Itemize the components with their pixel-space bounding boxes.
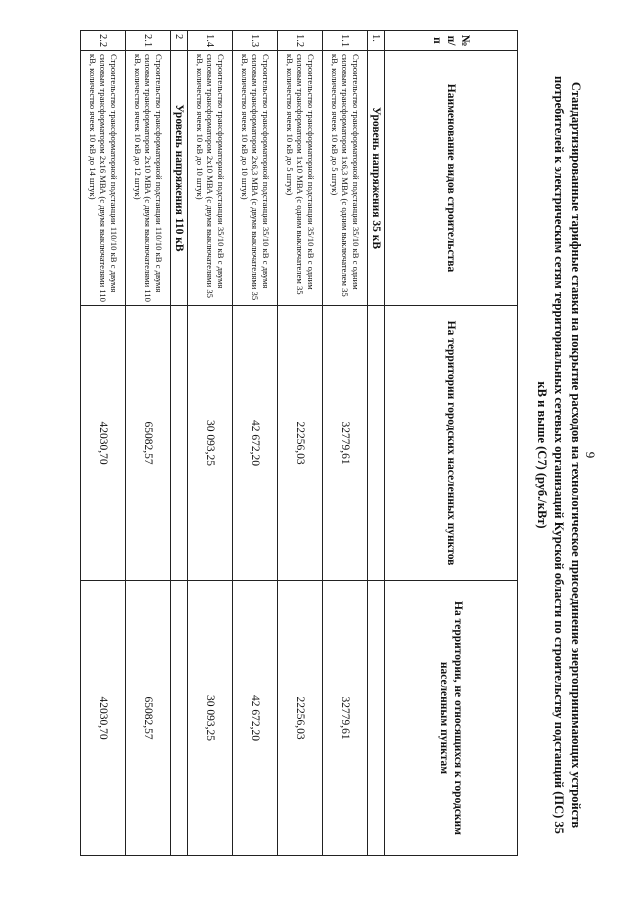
row-num: 1.3 — [233, 31, 278, 51]
document-title: Стандартизированные тарифные ставки на покрытие расходов на технологическое присоединение энергопринимающих устройств потребителей к электрическим сетям территориальных сетевых организаций Курской области по строительству подстанций (ПС) 35 кВ и выше (С7) (руб./кВт) — [535, 76, 583, 834]
row-name: Строительство трансформаторной подстанции 35/10 кВ с одним силовым трансформатором 1х6,3 МВА (с одним выключателем 35 кВ, количество ячеек 10 кВ до 5 штук) — [323, 51, 368, 306]
row-urban-value: 30 093,25 — [188, 306, 233, 581]
row-num: 2.2 — [81, 31, 126, 51]
row-name: Строительство трансформаторной подстанции 35/10 кВ с двумя силовым трансформатором 2х10 МВА (с двумя выключателями 35 кВ, количество ячеек 10 кВ до 10 штук) — [188, 51, 233, 306]
section-row — [171, 31, 188, 856]
row-nonurban-value: 30 093,25 — [188, 581, 233, 856]
row-nonurban-value: 32779,61 — [323, 581, 368, 856]
table-row — [323, 31, 368, 856]
row-urban-value: 42 672,20 — [233, 306, 278, 581]
row-urban-value: 42030,70 — [81, 306, 126, 581]
row-urban-value: 32779,61 — [323, 306, 368, 581]
table-row — [81, 31, 126, 856]
table-row — [126, 31, 171, 856]
section-row — [368, 31, 385, 856]
row-nonurban-value: 42 672,20 — [233, 581, 278, 856]
table-row — [278, 31, 323, 856]
row-name: Строительство трансформаторной подстанции 35/10 кВ с одним силовым трансформатором 1х10 МВА (с одним выключателем 35 кВ, количество ячеек 10 кВ до 5 штук) — [278, 51, 323, 306]
header-urban: На территории городских населенных пунктов — [385, 306, 518, 581]
row-nonurban-value: 65082,57 — [126, 581, 171, 856]
header-nonurban: На территории, не относящихся к городским населенным пунктам — [385, 581, 518, 856]
section-label: Уровень напряжения 35 кВ — [368, 51, 385, 306]
table-row — [188, 31, 233, 856]
row-num: 1.4 — [188, 31, 233, 51]
header-name: Наименование видов строительства — [385, 51, 518, 306]
row-nonurban-value: 42030,70 — [81, 581, 126, 856]
row-urban-value: 22256,03 — [278, 306, 323, 581]
tariff-table — [80, 30, 518, 856]
table-row — [233, 31, 278, 856]
page-number: 9 — [583, 451, 598, 459]
row-num: 1.2 — [278, 31, 323, 51]
row-urban-value: 65082,57 — [126, 306, 171, 581]
row-num: 2.1 — [126, 31, 171, 51]
row-name: Строительство трансформаторной подстанции 110/10 кВ с двумя силовым трансформатором 2х16 МВА (с двумя выключателями 110 кВ, количество ячеек 10 кВ до 14 штук) — [81, 51, 126, 306]
section-num: 1. — [368, 31, 385, 51]
section-num: 2 — [171, 31, 188, 51]
row-name: Строительство трансформаторной подстанции 110/10 кВ с двумя силовым трансформатором 2х10 МВА (с двумя выключателями 110 кВ, количество ячеек 10 кВ до 12 штук) — [126, 51, 171, 306]
section-label: Уровень напряжения 110 кВ — [171, 51, 188, 306]
row-nonurban-value: 22256,03 — [278, 581, 323, 856]
table-header-row — [385, 31, 518, 856]
row-num: 1.1 — [323, 31, 368, 51]
row-name: Строительство трансформаторной подстанции 35/10 кВ с двумя силовым трансформатором 2х6,3 МВА (с двумя выключателями 35 кВ, количество ячеек 10 кВ до 10 штук) — [233, 51, 278, 306]
header-num: № п/п — [385, 31, 518, 51]
